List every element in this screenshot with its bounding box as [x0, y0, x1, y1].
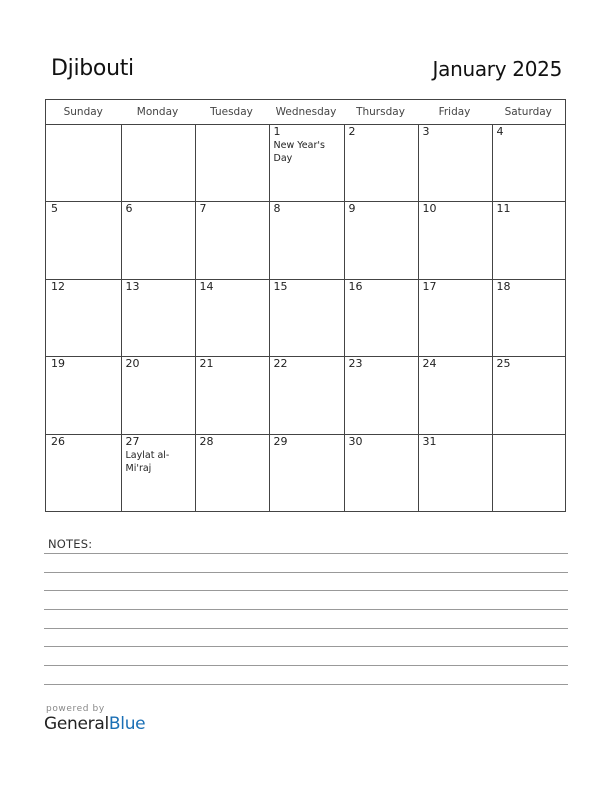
day-number: 18 [496, 279, 511, 293]
grid-row-divider [46, 201, 565, 202]
grid-row-divider [46, 279, 565, 280]
brand-blue: Blue [108, 714, 146, 734]
weekday-wednesday: Wednesday [275, 106, 337, 118]
day-number: 13 [125, 279, 140, 293]
grid-row-divider [46, 434, 565, 435]
grid-row-divider [46, 356, 565, 357]
day-number: 23 [348, 357, 363, 370]
powered-by-text: powered by [46, 704, 105, 714]
day-number: 27 [125, 434, 140, 448]
holiday-label: Laylat al-Mi'raj [125, 449, 170, 474]
day-number: 2 [348, 125, 356, 138]
weekday-thursday: Thursday [356, 106, 405, 118]
day-number: 17 [422, 279, 437, 293]
day-number: 9 [348, 202, 356, 215]
grid-column-divider [269, 124, 270, 511]
day-number: 10 [422, 202, 437, 215]
notes-line [44, 684, 568, 685]
country-title: Djibouti [51, 56, 134, 81]
day-number: 12 [51, 279, 65, 293]
day-number: 3 [422, 125, 430, 138]
notes-line [44, 609, 568, 610]
grid-column-divider [344, 124, 345, 511]
notes-label: NOTES: [48, 537, 93, 551]
weekday-sunday: Sunday [63, 106, 103, 118]
grid-column-divider [492, 124, 493, 511]
notes-line [44, 665, 568, 666]
grid-column-divider [195, 124, 196, 511]
grid-column-divider [121, 124, 122, 511]
day-number: 19 [51, 357, 65, 370]
month-year-title: January 2025 [432, 57, 562, 81]
weekday-saturday: Saturday [504, 106, 552, 118]
day-number: 15 [273, 279, 288, 293]
day-number: 22 [273, 357, 288, 370]
day-number: 29 [273, 434, 288, 448]
weekday-monday: Monday [136, 106, 179, 118]
day-number: 6 [125, 202, 133, 215]
grid-column-divider [418, 124, 419, 511]
generalblue-logo [44, 704, 145, 734]
day-number: 11 [496, 202, 511, 215]
notes-line [44, 590, 568, 591]
weekday-friday: Friday [438, 106, 471, 118]
weekday-header-row [46, 100, 565, 125]
day-number: 5 [51, 202, 58, 215]
brand-general: General [44, 714, 109, 734]
day-number: 26 [51, 434, 65, 448]
day-number: 7 [199, 202, 207, 215]
notes-line [44, 572, 568, 573]
day-number: 1 [273, 125, 281, 138]
day-number: 31 [422, 434, 437, 448]
day-number: 20 [125, 357, 140, 370]
brand-name [44, 714, 145, 734]
day-number: 24 [422, 357, 437, 370]
weekday-tuesday: Tuesday [210, 106, 253, 118]
day-number: 8 [273, 202, 281, 215]
day-number: 16 [348, 279, 363, 293]
day-number: 14 [199, 279, 214, 293]
day-number: 21 [199, 357, 214, 370]
day-number: 25 [496, 357, 511, 370]
day-number: 4 [496, 125, 504, 138]
day-number: 30 [348, 434, 363, 448]
notes-line [44, 628, 568, 629]
holiday-label: New Year's Day [273, 140, 325, 164]
notes-line [44, 646, 568, 647]
calendar-grid [45, 99, 566, 512]
day-number: 28 [199, 434, 214, 448]
notes-line [44, 553, 568, 554]
